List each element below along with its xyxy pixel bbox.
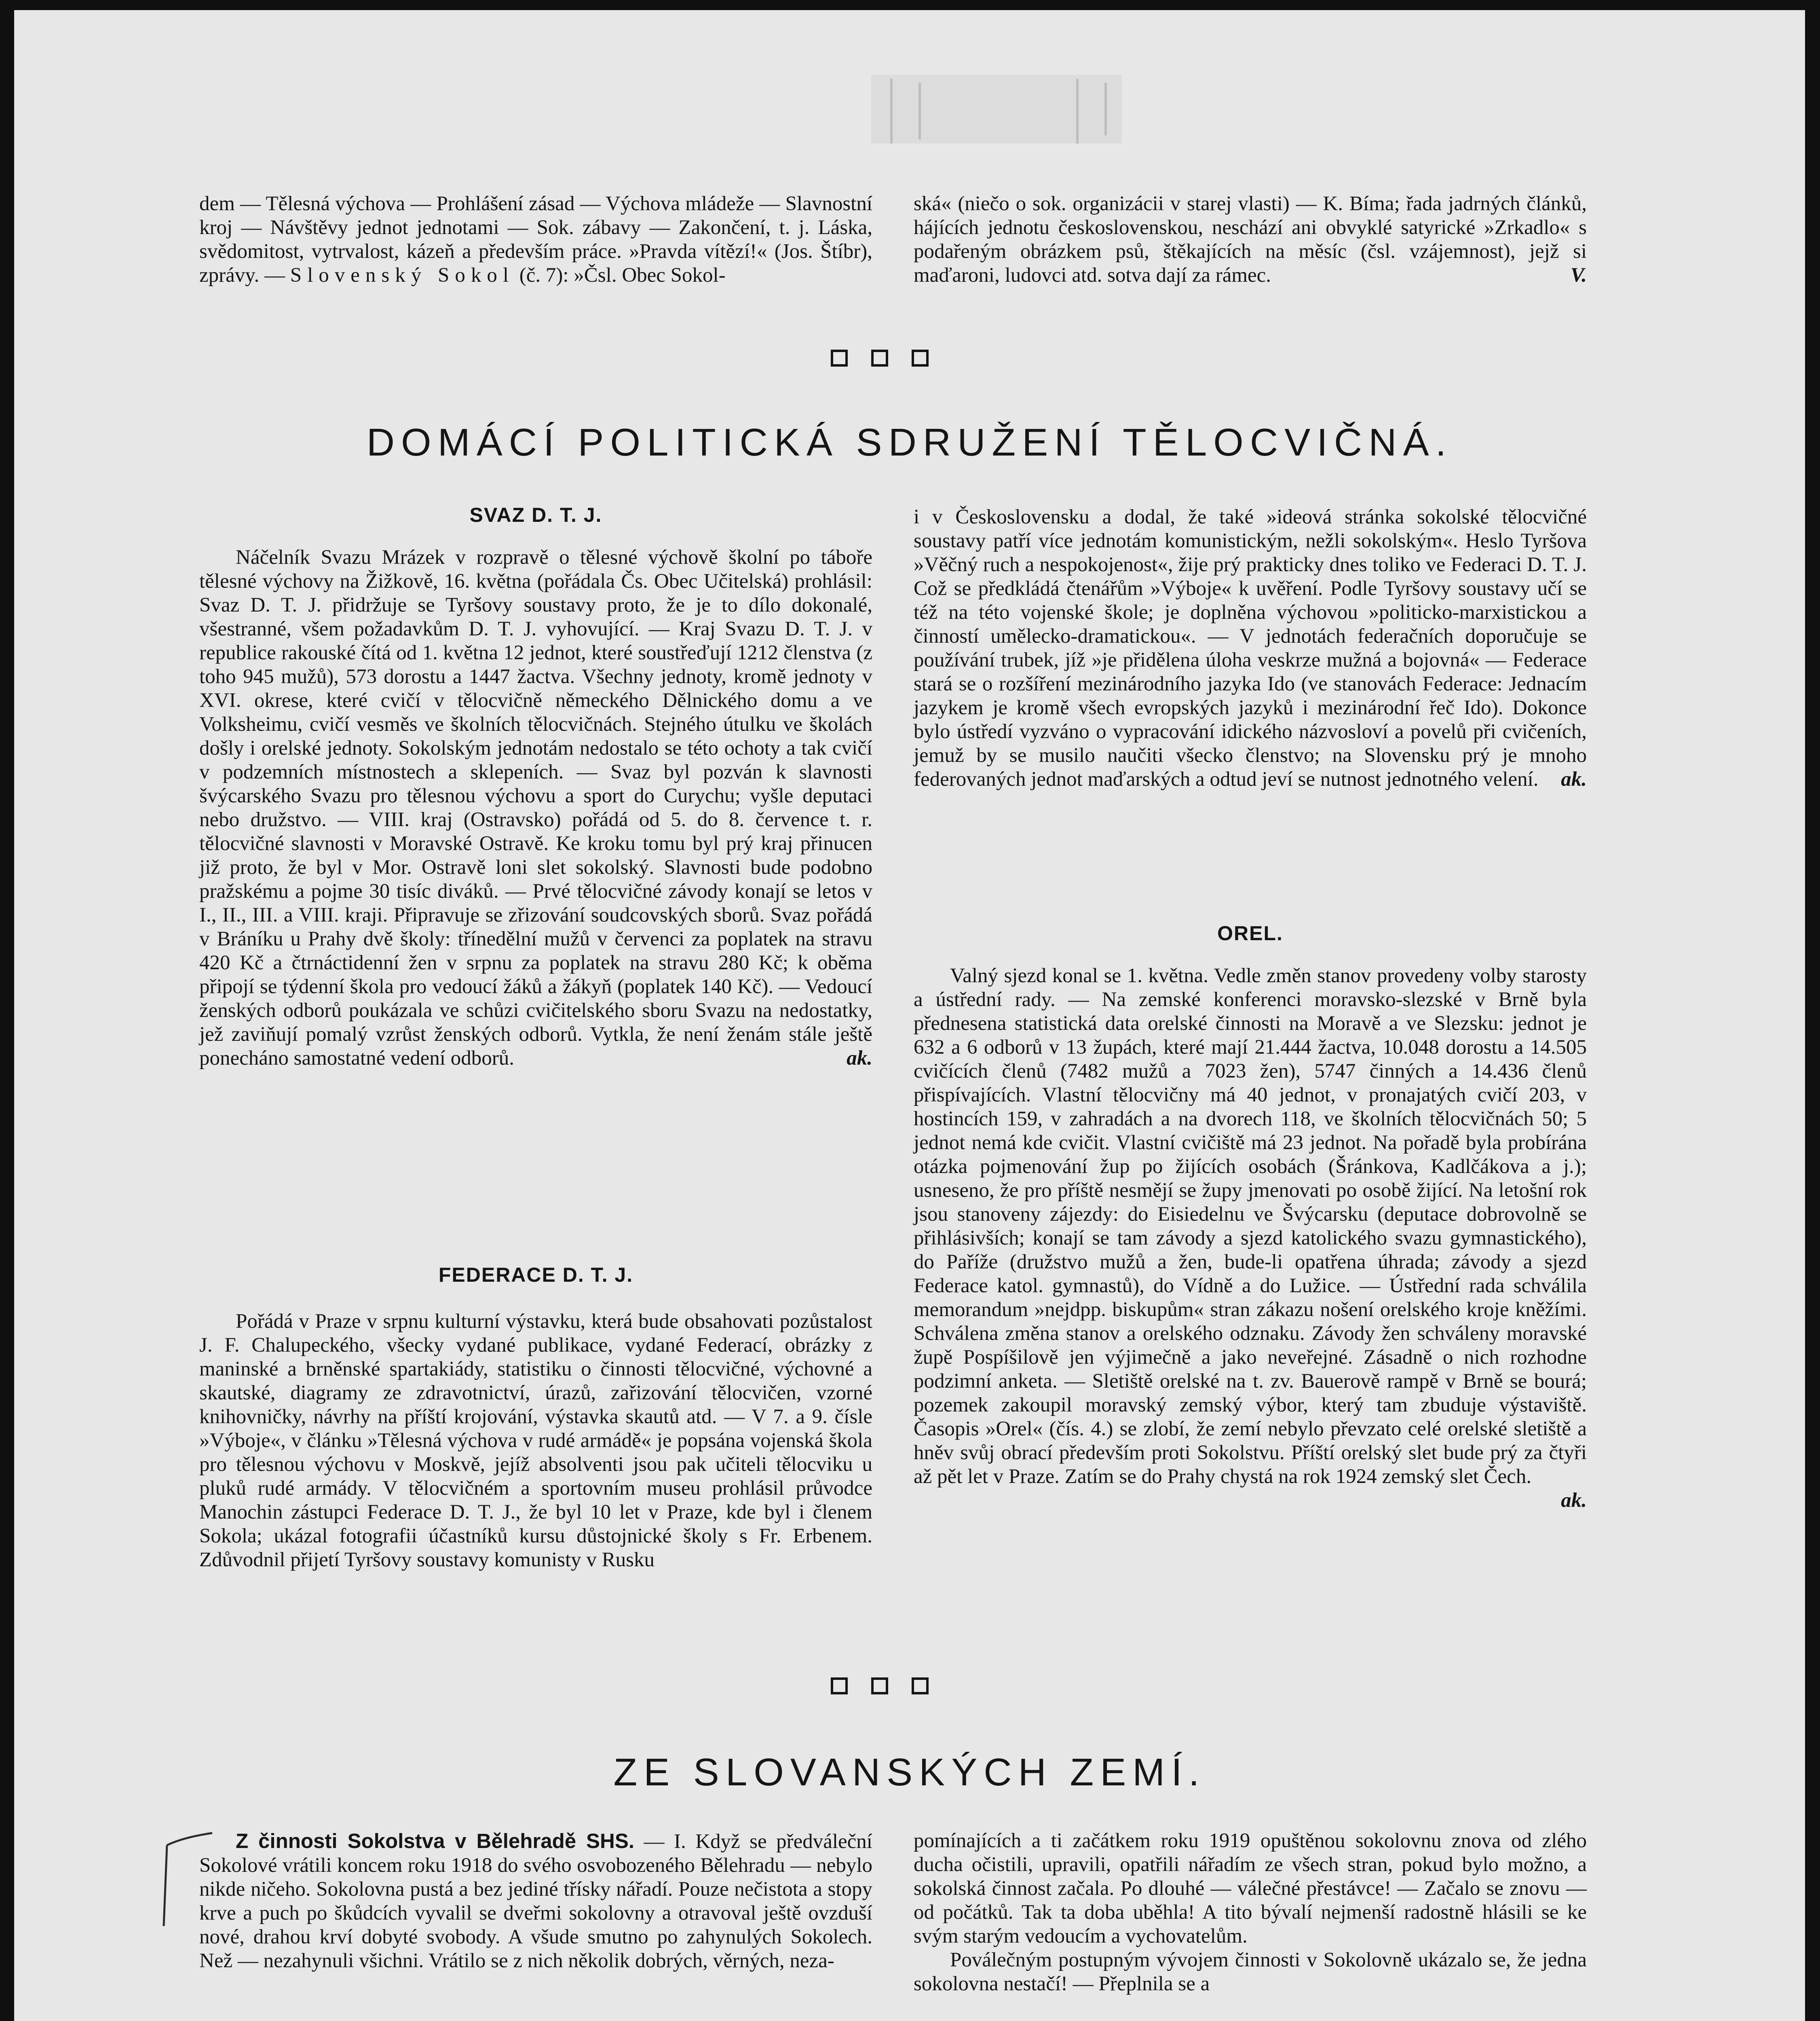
svaz-signature: ak. <box>847 1047 872 1070</box>
top-right-text: ská« (niečo o sok. organizácii v starej vlasti) — K. Bíma; řada jadrných článků, hájících jednotu československou, neschází ani obvyklé satyrické »Zrkadlo« s podařeným obrázkem psů, štěkajících na měsíc (čsl. vzájemnost), jejž si maďaroni, ludovci atd. sotva dají za rámec. <box>914 192 1587 287</box>
belehrad-text-right-1: pomínajících a ti začátkem roku 1919 opuštěnou sokolovnu znova od zlého ducha očistili, upravili, opatřili nářadím ze všech stran, pokud bylo možno, a sokolská činnost začala. Po dlouhé — válečné přestávce! — Začalo se znovu — od počátků. Tak ta doba uběhla! A tito bývalí nejmenší radostně hlásili se ke svým starým vedoucím a vychovatelům. <box>914 1829 1587 1947</box>
separator-square <box>831 350 848 367</box>
bělehrad-article-left <box>199 1829 872 1973</box>
federace-article-right <box>914 505 1587 791</box>
separator-square <box>871 350 888 367</box>
federace-text-right: i v Československu a dodal, že také »ideová stránka sokolské tělocvičné soustavy patří více jednotám komunistickým, nežli sokolským«. Heslo Tyršova »Věčný ruch a nespokojenost«, žije prý prakticky dnes toliko ve Federaci D. T. J. Což se předkládá čtenářům »Výboje« k uvěření. Podle Tyršovy soustavy učí se též na této vojenské škole; je doplněna výchovou »politicko-marxistickou a činností umělecko-dramatickou«. — V jednotách federačních doporučuje se používání trubek, jíž »je přidělena úloha veskrze mužná a bojovná« — Federace stará se o rozšíření mezinárodního jazyka Ido (ve stanovách Federace: Jednacím jazykem je kromě všech evropských jazyků i mezinárodní řeč Ido). Dokonce bylo ústředí vyzváno o vypracování idického názvosloví a povelů při cvičeních, jemuž by se musilo naučiti všecko členstvo; na Slovensku prý je mnoho federovaných jednot maďarských a odtud jeví se nutnost jednotného velení. <box>914 506 1587 791</box>
separator-square <box>912 350 929 367</box>
belehrad-article-right <box>914 1829 1587 1996</box>
section-separator-1 <box>831 350 929 371</box>
top-left-tail: (č. 7): »Čsl. Obec Sokol- <box>514 264 726 287</box>
svaz-title: SVAZ D. T. J. <box>469 504 602 526</box>
orel-text: Valný sjezd konal se 1. května. Vedle změn stanov provedeny volby starosty a ústřední rady. — Na zemské konferenci moravsko-slezské v Brně byla přednesena statistická data orelské činnosti na Moravě a ve Slezsku: jednot je 632 a 6 odborů v 13 župách, které mají 21.444 žactva, 10.048 dorostu a 14.505 cvičících členů (7482 mužů a 7023 žen), 5747 činných a 14.436 členů přispívajících. Vlastní tělocvičny má 40 jednot, v pronajatých cvičí 203, v hostincích 159, v zahradách a na dvorech 118, ve školních tělocvičnách 50; 5 jednot nemá kde cvičit. Vlastní cvičiště má 23 jednot. Na pořadě byla probírána otázka pojmenování žup po žijících osobách (Šránkova, Kadlčákova a j.); usneseno, že pro příště nesmějí se župy jmenovati po osobě žijící. Na letošní rok jsou stanoveny zájezdy: do Eisiedelnu ve Švýcarsku (deputace dobrovolně se přihlásivších; konají se tam závody a sjezd katolického svazu gymnastického), do Paříže (družstvo mužů a žen, bude-li opatřena úhrada; závody a sjezd Federace katol. gymnastů), do Vídně a do Lužice. — Ústřední rada schválila memorandum »nejdpp. biskupům« stran zákazu nošení orelského kroje kněžími. Schválena změna stanov a orelského odznaku. Závody žen schváleny moravské župě Pospíšilově jen výjimečně a jako neveřejné. Zásadně o nich rozhodne podzimní anketa. — Sletiště orelské na t. zv. Bauerově rampě v Brně se bourá; pozemek zakoupil moravský zemský výbor, který tam zbuduje výstaviště. Časopis »Orel« (čís. 4.) se zlobí, že zemí nebylo převzato celé orelské sletiště a hněv svůj obrací především proti Sokolstvu. Příští orelský slet bude prý za čtyři až pět let v Praze. Zatím se do Prahy chystá na rok 1924 zemský slet Čech. <box>914 964 1587 1488</box>
print-damage-mark <box>867 67 1126 152</box>
orel-article <box>914 964 1587 1513</box>
belehrad-text-left: — I. Když se předváleční Sokolové vrátili koncem roku 1918 do svého osvobozeného Bělehradu — nebylo nikde ničeho. Sokolovna pustá a bez jediné třísky nářadí. Pouze nečistota a stopy krve a puch po škůdcích vyvalil se dveřmi sokolovny a otravoval ještě ovzduší nové, drahou krví dobyté svobody. A všude smutno po zahynulých Sokolech. Než — nezahynuli všichni. Vrátilo se z nich několik dobrých, věrných, neza- <box>199 1830 872 1972</box>
separator-square <box>912 1677 929 1694</box>
slovensky-sokol-title: Slovenský Sokol <box>290 264 515 287</box>
svaz-article <box>199 546 872 1070</box>
separator-square <box>871 1677 888 1694</box>
top-left-column <box>199 192 872 287</box>
separator-square <box>831 1677 848 1694</box>
federace-title: FEDERACE D. T. J. <box>438 1264 633 1286</box>
belehrad-text-right-2: Poválečným postupným vývojem činnosti v Sokolovně ukázalo se, že jedna sokolovna nestačí! — Přeplnila se a <box>914 1949 1587 1995</box>
federace-article-left <box>199 1310 872 1572</box>
document-page <box>14 10 1805 2021</box>
section-heading-domaci: DOMÁCÍ POLITICKÁ SDRUŽENÍ TĚLOCVIČNÁ. <box>366 421 1453 464</box>
svaz-text: Náčelník Svazu Mrázek v rozpravě o tělesné výchově školní po táboře tělesné výchovy na Žižkově, 16. května (pořádala Čs. Obec Učitelská) prohlásil: Svaz D. T. J. přidržuje se Tyršovy soustavy proto, že je to dílo dokonalé, všestranné, všem požadavkům D. T. J. vyhovující. — Kraj Svazu D. T. J. v republice rakouské čítá od 1. května 12 jednot, které soustřeďují 1212 členstva (z toho 945 mužů), 573 dorostu a 1447 žactva. Všechny jednoty, kromě jednoty v XVI. okrese, které cvičí v tělocvičně německého Dělnického domu a ve Volksheimu, cvičí vesměs ve školních tělocvičnách. Stejného útulku ve školách došly i orelské jednoty. Sokolským jednotám nedostalo se této ochoty a tak cvičí v podzemních místnostech a sklepeních. — Svaz byl pozván k slavnosti švýcarského Svazu pro tělesnou výchovu a sport do Curychu; vyšle deputaci nebo družstvo. — VIII. kraj (Ostravsko) pořádá od 5. do 8. července t. r. tělocvičné slavnosti v Moravské Ostravě. Ke kroku tomu byl prý kraj přinucen již proto, že byl v Mor. Ostravě loni slet sokolský. Slavnosti bude podobno pražskému a pojme 30 tisíc diváků. — Prvé tělocvičné závody konají se letos v I., II., III. a VIII. kraji. Připravuje se zřizování soudcovských sborů. Svaz pořádá v Bráníku u Prahy dvě školy: třínedělní mužů v červenci za poplatek na stravu 420 Kč a čtrnáctidenní žen v srpnu za poplatek na stravu 280 Kč; k oběma připojí se týdenní škola pro vedoucí žáků a žákyň (poplatek 140 Kč). — Vedoucí ženských odborů poukázala ve schůzi cvičitelského sboru Svazu na nedostatky, jež zaviňují pomalý vzrůst ženských odborů. Vytkla, že není ženám stále ještě ponecháno samostatné vedení odborů. <box>199 546 872 1070</box>
federace-text-left: Pořádá v Praze v srpnu kulturní výstavku, která bude obsahovati pozůstalost J. F. Chalupeckého, všecky vydané publikace, vydané Federací, obrázky z maninské a brněnské spartakiády, statistiku o činnosti tělocvičné, výchovné a skautské, diagramy ze zdravotnictví, úrazů, zařizování tělocvičen, vzorné knihovničky, návrhy na příští krojování, výstavka skautů atd. — V 7. a 9. čísle »Výboje«, v článku »Tělesná výchova v rudé armádě« je popsána vojenská škola pro tělesnou výchovu v Moskvě, jejíž absolventi jsou pak učiteli tělocviku u pluků rudé armády. V tělocvičném a sportovním museu prohlásil průvodce Manochin zástupci Federace D. T. J., že byl 10 let v Praze, kde byl i členem Sokola; ukázal fotografii účastníků kursu důstojnické školy s Fr. Erbenem. Zdůvodnil přijetí Tyršovy soustavy komunisty v Rusku <box>199 1310 872 1571</box>
orel-signature: ak. <box>1561 1489 1587 1512</box>
federace-signature: ak. <box>1561 768 1587 791</box>
orel-title: OREL. <box>1217 922 1283 945</box>
top-left-text: dem — Tělesná výchova — Prohlášení zásad — Výchova mládeže — Slavnostní kroj — Návštěvy jednot jednotami — Sok. zábavy — Zakončení, t. j. Láska, svědomitost, vytrvalost, kázeň a především práce. »Pravda vítězí!« (Jos. Štíbr), zprávy. — <box>199 192 872 287</box>
section-heading-slovanske: ZE SLOVANSKÝCH ZEMÍ. <box>613 1751 1206 1794</box>
top-right-signature: V. <box>1570 264 1587 287</box>
section-separator-2 <box>831 1677 929 1699</box>
belehrad-lead: Z činnosti Sokolstva v Bělehradě SHS. <box>236 1829 635 1852</box>
top-right-column <box>914 192 1587 287</box>
